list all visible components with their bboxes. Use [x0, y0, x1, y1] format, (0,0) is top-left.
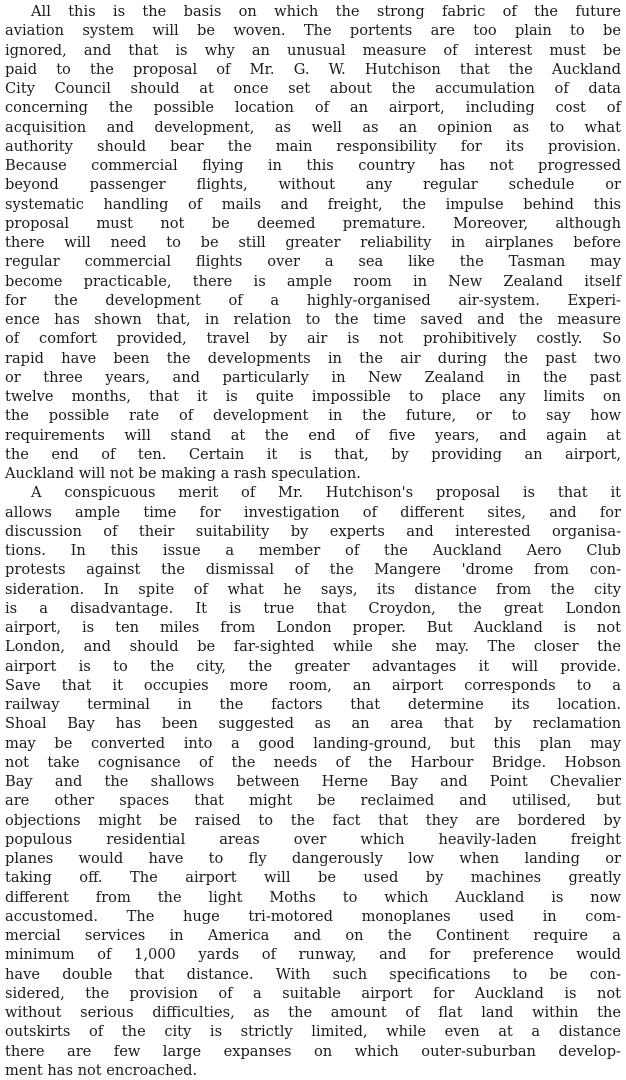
text-line: twelve months, that it is quite impossible to place any limits on [5, 388, 621, 405]
text-line: the end of ten. Certain it is that, by providing an airport, [5, 445, 621, 463]
text-line: different from the light Moths to which Auckland is now [5, 888, 621, 906]
text-line: have double that distance. With such specifications to be con- [5, 965, 621, 983]
text-line: taking off. The airport will be used by machines greatly [5, 869, 621, 887]
text-line: sidered, the provision of a suitable airport for Auckland is not [5, 984, 621, 1002]
text-line: is a disadvantage. It is true that Croydon, the great London [5, 599, 621, 617]
text-line: regular commercial flights over a sea like the Tasman may [5, 253, 621, 271]
text-line: concerning the possible location of an airport, including cost of [5, 99, 621, 117]
text-line: Bay and the shallows between Herne Bay and Point Chevalier [5, 773, 621, 790]
text-line: ignored, and that is why an unusual measure of interest must be [5, 41, 621, 59]
text-line: beyond passenger flights, without any regular schedule or [5, 176, 621, 194]
text-line: are other spaces that might be reclaimed and utilised, but [5, 792, 621, 810]
text-line: aviation system will be woven. The portents are too plain to be [5, 22, 621, 40]
text-line: Because commercial flying in this country has not progressed [5, 157, 621, 174]
text-line: of comfort provided, travel by air is not prohibitively costly. So [5, 330, 621, 348]
text-line: minimum of 1,000 yards of runway, and for preference would [5, 946, 621, 964]
text-line: sideration. In spite of what he says, its distance from the city [5, 580, 621, 598]
text-line: planes would have to fly dangerously low when landing or [5, 850, 621, 867]
text-line: proposal must not be deemed premature. Moreover, although [5, 214, 621, 232]
text-line: A conspicuous merit of Mr. Hutchison's proposal is that it [31, 484, 621, 502]
text-line: populous residential areas over which heavily-laden freight [5, 830, 621, 848]
text-line: authority should bear the main responsibility for its provision. [5, 137, 621, 155]
text-line: paid to the proposal of Mr. G. W. Hutchison that the Auckland [5, 60, 621, 78]
text-line: may be converted into a good landing-ground, but this plan may [5, 734, 621, 752]
text-line: Save that it occupies more room, an airport corresponds to a [5, 676, 621, 694]
text-line: acquisition and development, as well as an opinion as to what [5, 118, 621, 136]
text-line: London, and should be far-sighted while she may. The closer the [5, 638, 621, 656]
text-line: without serious difficulties, as the amount of flat land within the [5, 1004, 621, 1021]
text-line: not take cognisance of the needs of the Harbour Bridge. Hobson [5, 753, 621, 771]
text-line: All this is the basis on which the strong fabric of the future [31, 3, 621, 20]
text-line: allows ample time for investigation of different sites, and for [5, 503, 621, 521]
article-paragraph-1 [5, 2, 621, 483]
text-line: railway terminal in the factors that determine its location. [5, 696, 621, 713]
text-line: Shoal Bay has been suggested as an area that by reclamation [5, 715, 621, 733]
text-line: accustomed. The huge tri-motored monoplanes used in com- [5, 907, 621, 925]
text-line: objections might be raised to the fact that they are bordered by [5, 811, 621, 829]
text-line: ment has not encroached. [5, 1061, 198, 1079]
text-line: the possible rate of development in the future, or to say how [5, 407, 621, 425]
text-line: protests against the dismissal of the Mangere 'drome from con- [5, 561, 621, 579]
text-line: outskirts of the city is strictly limited, while even at a distance [5, 1023, 621, 1041]
text-line: there are few large expanses on which outer-suburban develop- [5, 1042, 621, 1060]
text-line: there will need to be still greater reliability in airplanes before [5, 234, 621, 251]
text-line: become practicable, there is ample room in New Zealand itself [5, 272, 621, 290]
text-line: ence has shown that, in relation to the time saved and the measure [5, 311, 621, 328]
article-column [5, 2, 621, 1080]
text-line: rapid have been the developments in the air during the past two [5, 349, 621, 367]
article-paragraph-2 [5, 483, 621, 1080]
text-line: requirements will stand at the end of five years, and again at [5, 426, 621, 444]
text-line: airport is to the city, the greater advantages it will provide. [5, 657, 621, 675]
text-line: discussion of their suitability by experts and interested organisa- [5, 522, 621, 540]
text-line: City Council should at once set about the accumulation of data [5, 80, 621, 97]
text-line: for the development of a highly-organised air-system. Experi- [5, 291, 621, 309]
text-line: mercial services in America and on the Continent require a [5, 927, 621, 944]
text-line: Auckland will not be making a rash speculation. [5, 465, 361, 482]
text-line: systematic handling of mails and freight, the impulse behind this [5, 195, 621, 213]
text-line: or three years, and particularly in New Zealand in the past [5, 368, 621, 386]
text-line: tions. In this issue a member of the Auckland Aero Club [5, 542, 621, 559]
text-line: airport, is ten miles from London proper. But Auckland is not [5, 619, 621, 636]
